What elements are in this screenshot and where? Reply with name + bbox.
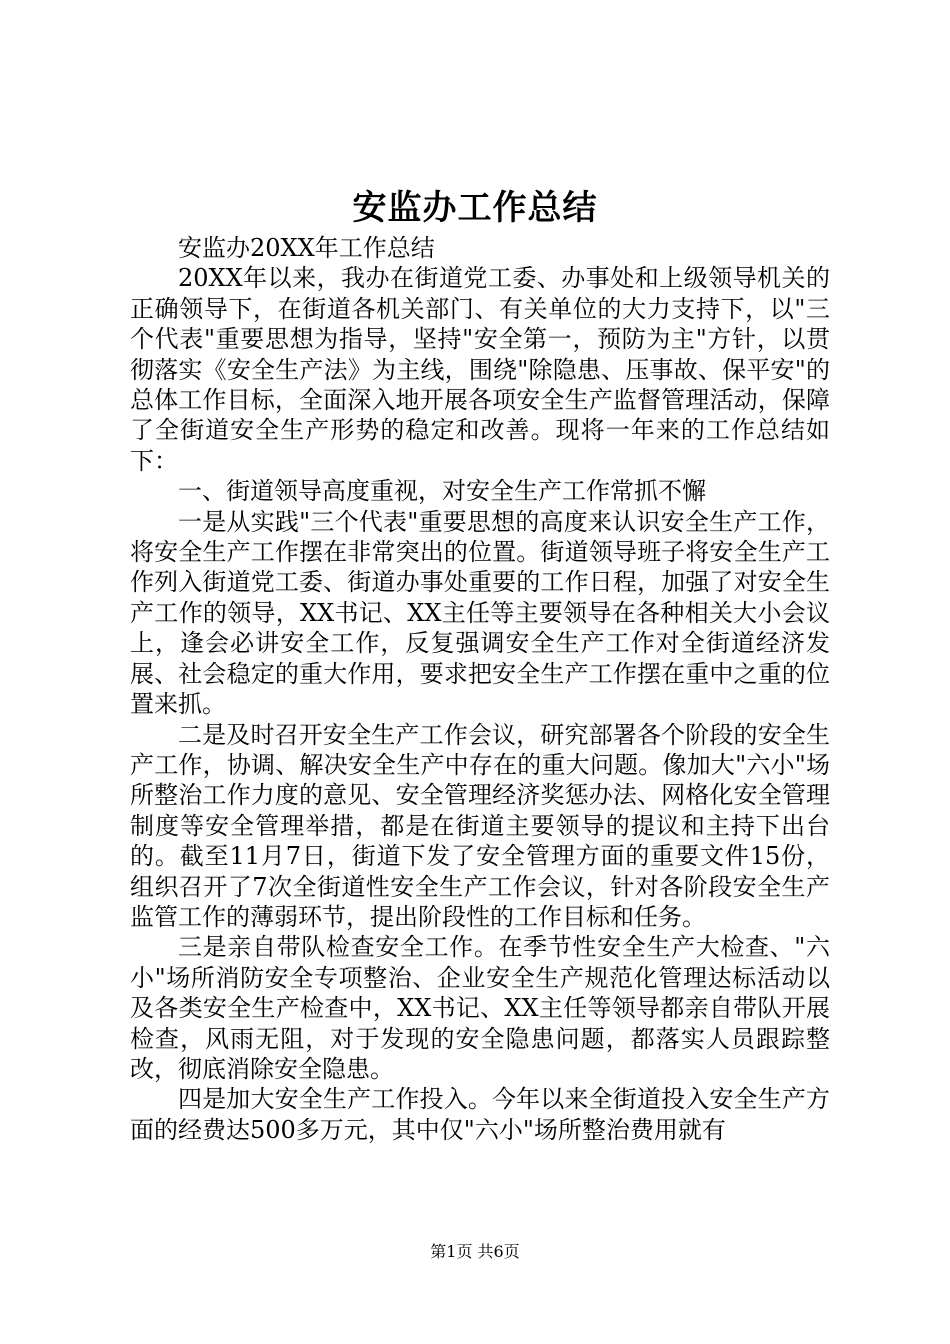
intro-paragraph: 20XX年以来，我办在街道党工委、办事处和上级领导机关的正确领导下，在街道各机关部门、有关单位的大力支持下，以"三个代表"重要思想为指导，坚持"安全第一，预防为主"方针，以贯彻落实《安全生产法》为主线，围绕"除隐患、压事故、保平安"的总体工作目标，全面深入地开展各项安全生产监督管理活动，保障了全街道安全生产形势的稳定和改善。现将一年来的工作总结如下： bbox=[130, 264, 830, 475]
document-title: 安监办工作总结 bbox=[352, 188, 598, 228]
page-number-footer: 第1页 共6页 bbox=[430, 1242, 520, 1261]
section-heading: 一、街道领导高度重视，对安全生产工作常抓不懈 bbox=[178, 477, 706, 506]
body-paragraph: 二是及时召开安全生产工作会议，研究部署各个阶段的安全生产工作，协调、解决安全生产中存在的重大问题。像加大"六小"场所整治工作力度的意见、安全管理经济奖惩办法、网格化安全管理制度等安全管理举措，都是在街道主要领导的提议和主持下出台的。截至11月7日，街道下发了安全管理方面的重要文件15份，组织召开了7次全街道性安全生产工作会议，针对各阶段安全生产监管工作的薄弱环节，提出阶段性的工作目标和任务。 bbox=[130, 720, 830, 931]
body-paragraph: 三是亲自带队检查安全工作。在季节性安全生产大检查、"六小"场所消防安全专项整治、企业安全生产规范化管理达标活动以及各类安全生产检查中，XX书记、XX主任等领导都亲自带队开展检查，风雨无阻，对于发现的安全隐患问题，都落实人员跟踪整改，彻底消除安全隐患。 bbox=[130, 933, 830, 1083]
body-paragraph: 四是加大安全生产工作投入。今年以来全街道投入安全生产方面的经费达500多万元，其中仅"六小"场所整治费用就有 bbox=[130, 1085, 830, 1144]
subtitle-paragraph: 安监办20XX年工作总结 bbox=[178, 234, 435, 262]
document-body bbox=[130, 233, 830, 1145]
body-paragraph: 一是从实践"三个代表"重要思想的高度来认识安全生产工作，将安全生产工作摆在非常突出的位置。街道领导班子将安全生产工作列入街道党工委、街道办事处重要的工作日程，加强了对安全生产工作的领导，XX书记、XX主任等主要领导在各种相关大小会议上，逢会必讲安全工作，反复强调安全生产工作对全街道经济发展、社会稳定的重大作用，要求把安全生产工作摆在重中之重的位置来抓。 bbox=[130, 507, 830, 719]
